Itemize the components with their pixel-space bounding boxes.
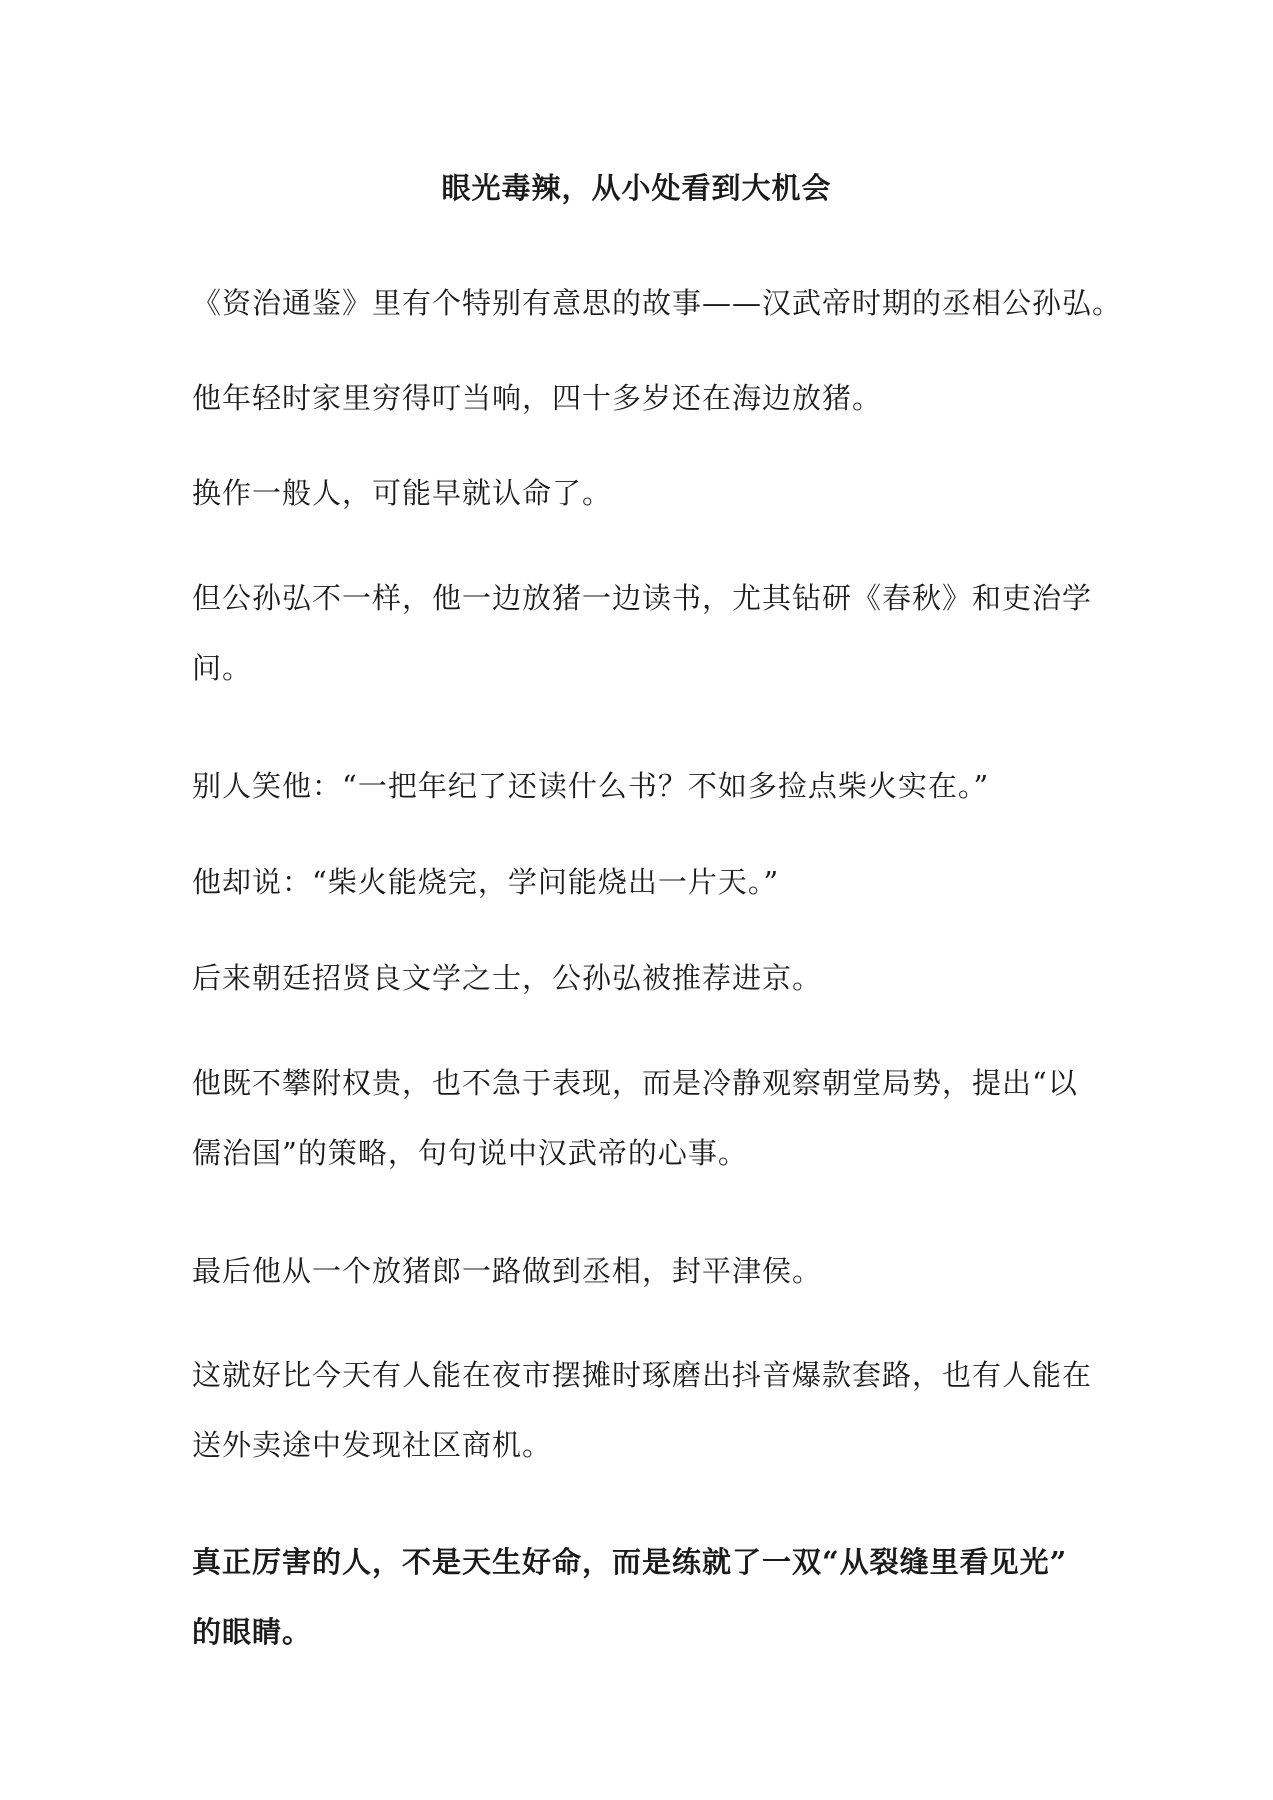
paragraph (192, 473, 1092, 513)
paragraph-line: 他年轻时家里穷得叮当响，四十多岁还在海边放猪。 (192, 381, 883, 415)
paragraph-line: 他却说：“柴火能烧完，学问能烧出一片天。” (192, 865, 780, 899)
paragraph (192, 862, 1092, 902)
paragraph-line: 换作一般人，可能早就认命了。 (192, 476, 613, 510)
paragraph-line: 问。 (192, 651, 253, 685)
paragraph (192, 378, 1092, 418)
document-title: 眼光毒辣，从小处看到大机会 (441, 171, 832, 205)
paragraph-line: 后来朝廷招贤良文学之士，公孙弘被推荐进京。 (192, 961, 823, 995)
paragraph-line: 《资治通鉴》里有个特别有意思的故事——汉武帝时期的丞相公孙弘。 (192, 286, 1123, 320)
paragraph (192, 578, 1092, 688)
paragraph (192, 766, 1092, 806)
paragraph-line: 别人笑他：“一把年纪了还读什么书？不如多捡点柴火实在。” (192, 769, 990, 803)
paragraph-line: 这就好比今天有人能在夜市摆摊时琢磨出抖音爆款套路，也有人能在 (192, 1358, 1093, 1392)
paragraph-line: 真正厉害的人，不是天生好命，而是练就了一双“从裂缝里看见光” (192, 1545, 1068, 1579)
paragraph (192, 1251, 1092, 1291)
paragraph (192, 958, 1092, 998)
paragraph-line: 他既不攀附权贵，也不急于表现，而是冷静观察朝堂局势，提出“以 (192, 1066, 1078, 1100)
paragraph (192, 283, 1123, 323)
paragraph-line: 儒治国”的策略，句句说中汉武帝的心事。 (192, 1136, 748, 1170)
paragraph (192, 1355, 1092, 1465)
paragraph-line: 送外卖途中发现社区商机。 (192, 1428, 553, 1462)
paragraph (192, 1063, 1092, 1173)
paragraph-line: 的眼睛。 (192, 1615, 313, 1649)
emphasis-paragraph (192, 1542, 1092, 1652)
paragraph-line: 最后他从一个放猪郎一路做到丞相，封平津侯。 (192, 1254, 823, 1288)
paragraph-line: 但公孙弘不一样，他一边放猪一边读书，尤其钻研《春秋》和吏治学 (192, 581, 1093, 615)
